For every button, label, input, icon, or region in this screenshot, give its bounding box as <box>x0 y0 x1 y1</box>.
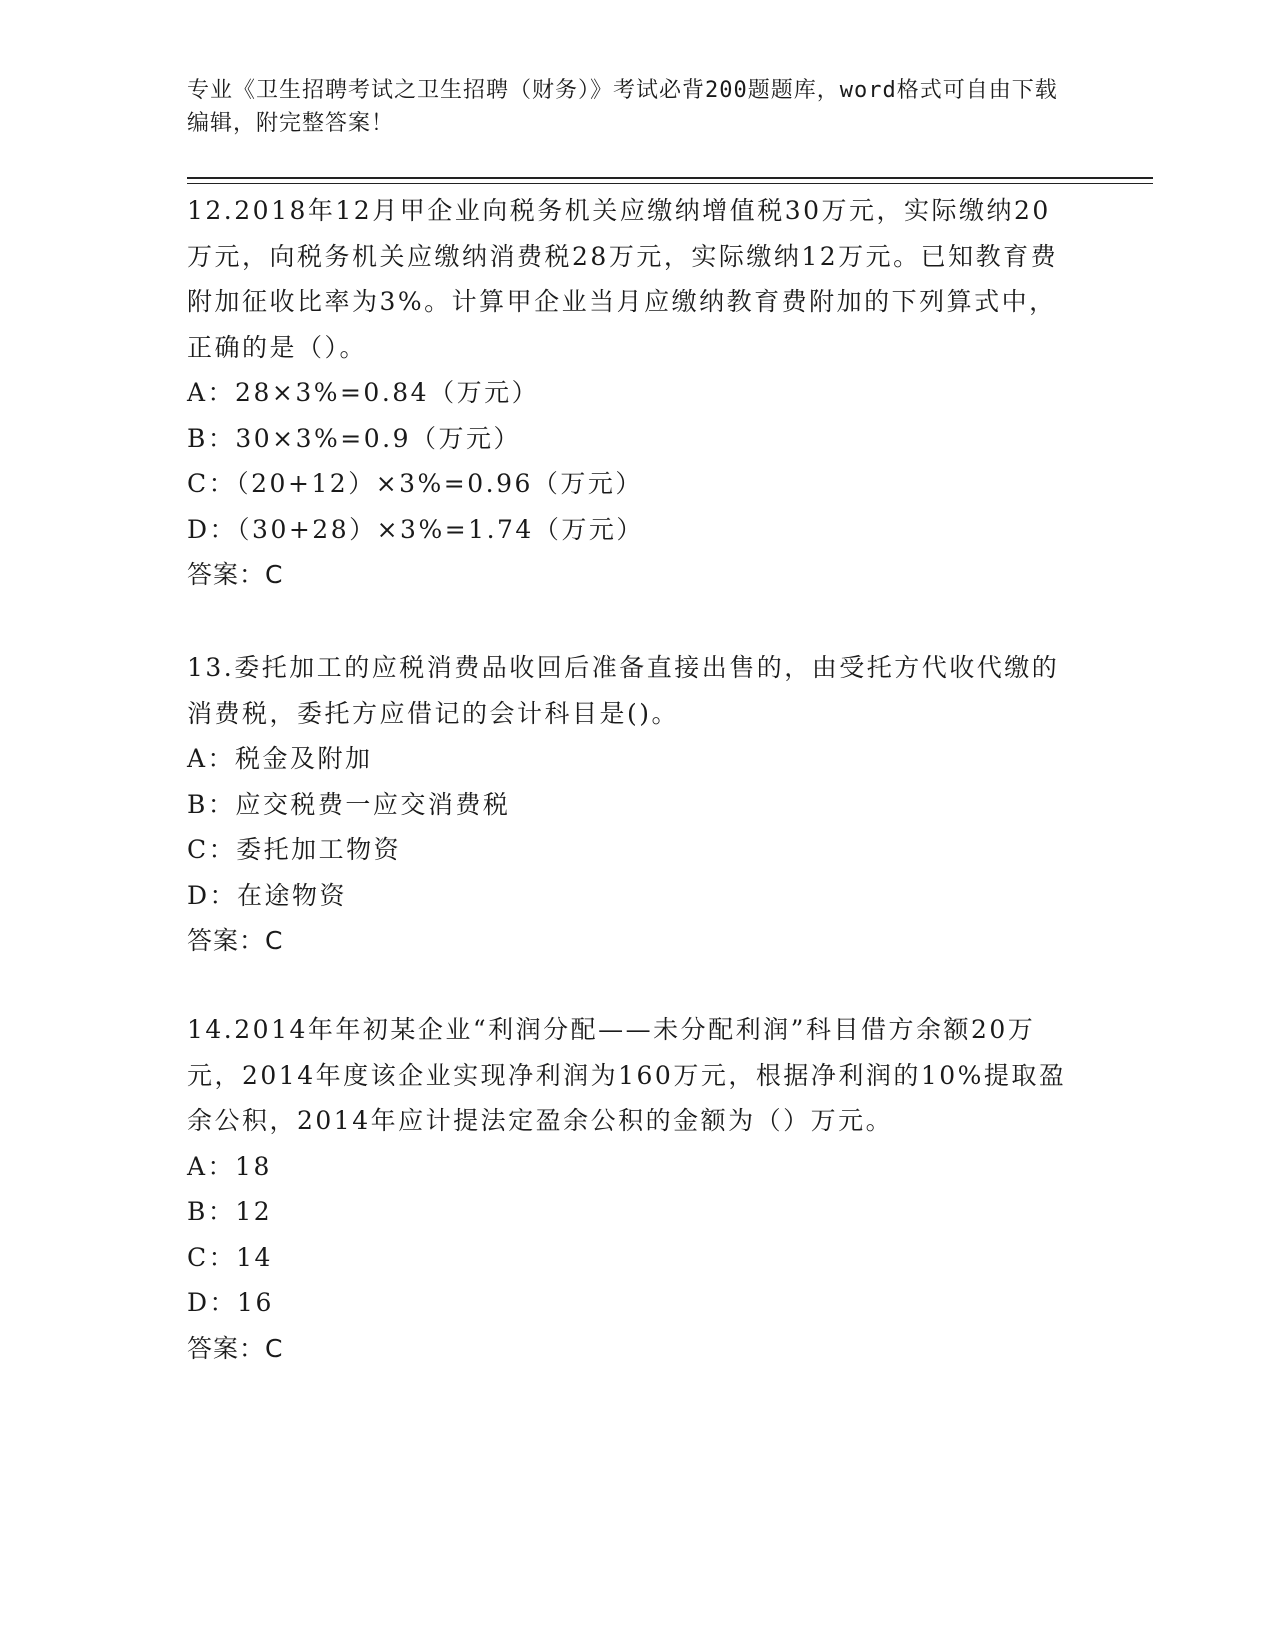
option-a: A：税金及附加 <box>187 744 373 773</box>
option-b: B：12 <box>187 1197 273 1226</box>
header-divider-thick <box>187 177 1153 179</box>
question-stem: 12.2018年12月甲企业向税务机关应缴纳增值税30万元，实际缴纳20万元，向税务机关应缴纳消费税28万元，实际缴纳12万元。已知教育费附加征收比率为3%。计算甲企业当月应缴纳教育费附加的下列算式中，正确的是（）。 <box>187 196 1059 362</box>
option-b: B：应交税费一应交消费税 <box>187 789 511 819</box>
question-14 <box>187 1007 1077 1371</box>
option-a: A：28×3%=0.84（万元） <box>187 378 540 407</box>
question-13 <box>187 645 1077 964</box>
answer-line: 答案：C <box>187 560 284 589</box>
header-divider-thin <box>187 183 1153 184</box>
option-b: B：30×3%=0.9（万元） <box>187 423 521 453</box>
option-c: C：14 <box>187 1242 273 1272</box>
answer-line: 答案：C <box>187 926 284 955</box>
option-d: D：16 <box>187 1288 274 1317</box>
option-d: D：（30+28）×3%=1.74（万元） <box>187 514 644 544</box>
option-a: A：18 <box>187 1151 272 1181</box>
answer-line: 答案：C <box>187 1333 284 1363</box>
option-c: C：委托加工物资 <box>187 835 402 864</box>
question-12 <box>187 188 1077 598</box>
option-c: C：（20+12）×3%=0.96（万元） <box>187 469 643 498</box>
question-stem: 14.2014年年初某企业“利润分配——未分配利润”科目借方余额20万元，2014年度该企业实现净利润为160万元，根据净利润的10%提取盈余公积，2014年应计提法定盈余公积的金额为（）万元。 <box>187 1015 1067 1135</box>
option-d: D：在途物资 <box>187 880 348 910</box>
question-stem: 13.委托加工的应税消费品收回后准备直接出售的，由受托方代收代缴的消费税，委托方应借记的会计科目是()。 <box>187 653 1060 728</box>
document-intro: 专业《卫生招聘考试之卫生招聘（财务）》考试必背200题题库，word格式可自由下载编辑，附完整答案！ <box>187 78 1058 136</box>
